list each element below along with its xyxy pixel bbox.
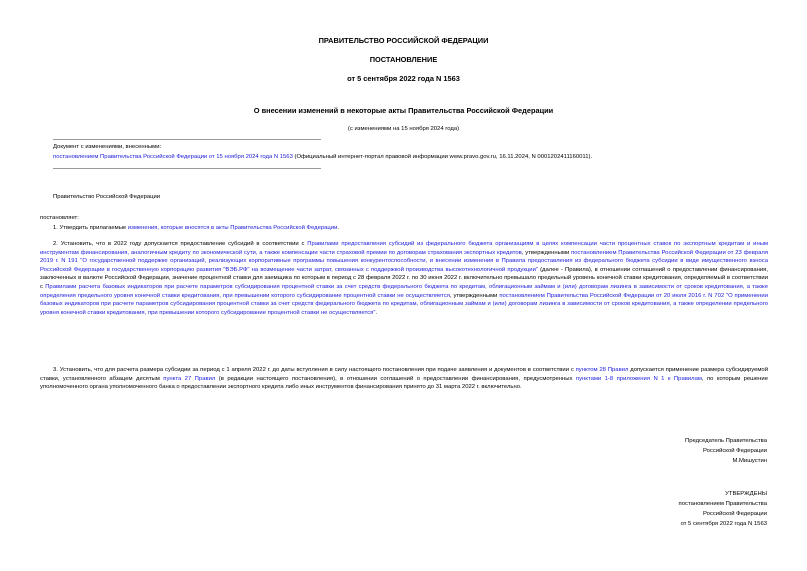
signature-name: М.Мишустин <box>732 458 767 464</box>
org-heading: ПРАВИТЕЛЬСТВО РОССИЙСКОЙ ФЕДЕРАЦИИ <box>318 36 489 45</box>
paragraph-2 <box>40 240 768 317</box>
p3-text-c: (в редакции настоящего постановления), в отношении соглашений о предоставлении финансирования, предусмотренных <box>215 375 576 382</box>
government-line: Правительство Российской Федерации <box>53 194 161 200</box>
approved-by: постановлением Правительства <box>678 501 767 507</box>
appendix-1-link[interactable]: пунктами 1-8 приложения N 1 к Правилам <box>575 375 702 382</box>
amendments-link[interactable]: изменения, которые вносятся в акты Правительства Российской Федерации <box>127 225 338 231</box>
p3-text-b: допускается применение размера субсидируемой ставки, установленного абзацем десятым <box>40 367 769 382</box>
signature-title: Председатель Правительства <box>684 438 767 444</box>
decides-line: постановляет: <box>40 215 79 221</box>
clause-27-link[interactable]: пункта 27 Правил <box>163 375 216 382</box>
p2-end: . <box>375 309 378 316</box>
signature-country: Российской Федерации <box>702 448 767 454</box>
base-indicators-rules-link[interactable]: Правилами расчета базовых индикаторов при расчете параметров субсидирования процентной ставки за счет средств федерального бюджета по кредитам, облигационным займам и (или) договорам лизинга в зависимости от сроков кредитования, а также определения предельного уровня конечной ставки кредитования, при превышении которого субсидирование процентной ставки не осуществляется <box>40 283 768 299</box>
p2-text-c: (далее - Правила), в отношении соглашений о предоставлении финансирования, заключенных в валюте Российской Федерации, значение процентной ставки для заемщика по которым в период с 28 февраля 2022 г. по 30 июня 2022 г. включительно превышало предельный уровень конечной ставки кредитования, определяемый в соответствии с <box>40 266 768 290</box>
decree-191-link[interactable]: постановлением Правительства Российской Федерации от 23 февраля 2019 г. N 191 "О государственной поддержке организаций, реализующих корпоративные программы повышения конкурентоспособности, и внесении изменения в Правила предоставления из федерального бюджета субсидии в виде имущественного взноса Российской Федерации в государственную корпорацию развития "ВЭБ.РФ" на возмещение части затрат, связанных с поддержкой производства высокотехнологичной продукции" <box>40 249 769 273</box>
p2-text-a: 2. Установить, что в 2022 году допускается предоставление субсидий в соответствии с <box>53 241 308 247</box>
revision-note: (с изменениями на 15 ноября 2024 года) <box>347 126 460 132</box>
p3-text-d: , по которым решение уполномоченного органа уполномоченного банка о предоставлении экспортного кредита либо иных инструментов финансирования принято до 31 марта 2022 г. включительно. <box>40 375 768 391</box>
p3-text-a: 3. Установить, что для расчета размера субсидии за период с 1 апреля 2022 г. до даты вступления в силу настоящего постановления при подаче заявления и документов в соответствии с <box>53 367 576 373</box>
p1-text: 1. Утвердить прилагаемые <box>53 225 128 231</box>
changes-source: (Официальный интернет-портал правовой информации www.pravo.gov.ru, 16.11.2024, N 0001202411160011). <box>292 154 593 160</box>
p2-text-b: , утвержденными <box>521 249 572 256</box>
paragraph-3 <box>40 366 768 392</box>
subsidy-rules-link[interactable]: Правилами предоставления субсидий из федерального бюджета организациям в целях компенсации части процентных ставок по экспортным кредитам и иным инструментам финансирования, аналогичным кредиту по экономической сути, а также компенсации части страховой премии по договорам страхования экспортных кредитов <box>40 241 768 256</box>
changes-top-divider <box>53 139 321 140</box>
date-number-heading: от 5 сентября 2022 года N 1563 <box>347 74 460 83</box>
p2-text-d: , утвержденными <box>449 292 500 299</box>
changes-bottom-divider <box>53 168 321 169</box>
amending-decree-link[interactable]: постановлением Правительства Российской Федерации от 15 ноября 2024 года N 1563 <box>53 154 293 160</box>
document-title: О внесении изменений в некоторые акты Правительства Российской Федерации <box>253 106 554 115</box>
p1-end: . <box>337 225 340 231</box>
paragraph-1 <box>53 224 339 233</box>
decree-702-link[interactable]: постановлением Правительства Российской Федерации от 20 июля 2016 г. N 702 "О применении базовых индикаторов при расчете параметров субсидирования процентной ставки за счет средств федерального бюджета по кредитам, облигационным займам и (или) договорам лизинга в зависимости от сроков кредитования, а также определении предельного уровня конечной ставки кредитования, при превышении которого субсидирование процентной ставки не осуществляется" <box>40 292 768 316</box>
approved-country: Российской Федерации <box>702 511 767 517</box>
changes-intro: Документ с изменениями, внесенными: <box>53 144 162 150</box>
changes-line <box>53 153 592 162</box>
approved-heading: УТВЕРЖДЕНЫ <box>725 491 767 497</box>
clause-28-link[interactable]: пунктом 28 Правил <box>575 367 629 373</box>
doc-type-heading: ПОСТАНОВЛЕНИЕ <box>369 55 438 64</box>
approved-date: от 5 сентября 2022 года N 1563 <box>680 521 767 527</box>
